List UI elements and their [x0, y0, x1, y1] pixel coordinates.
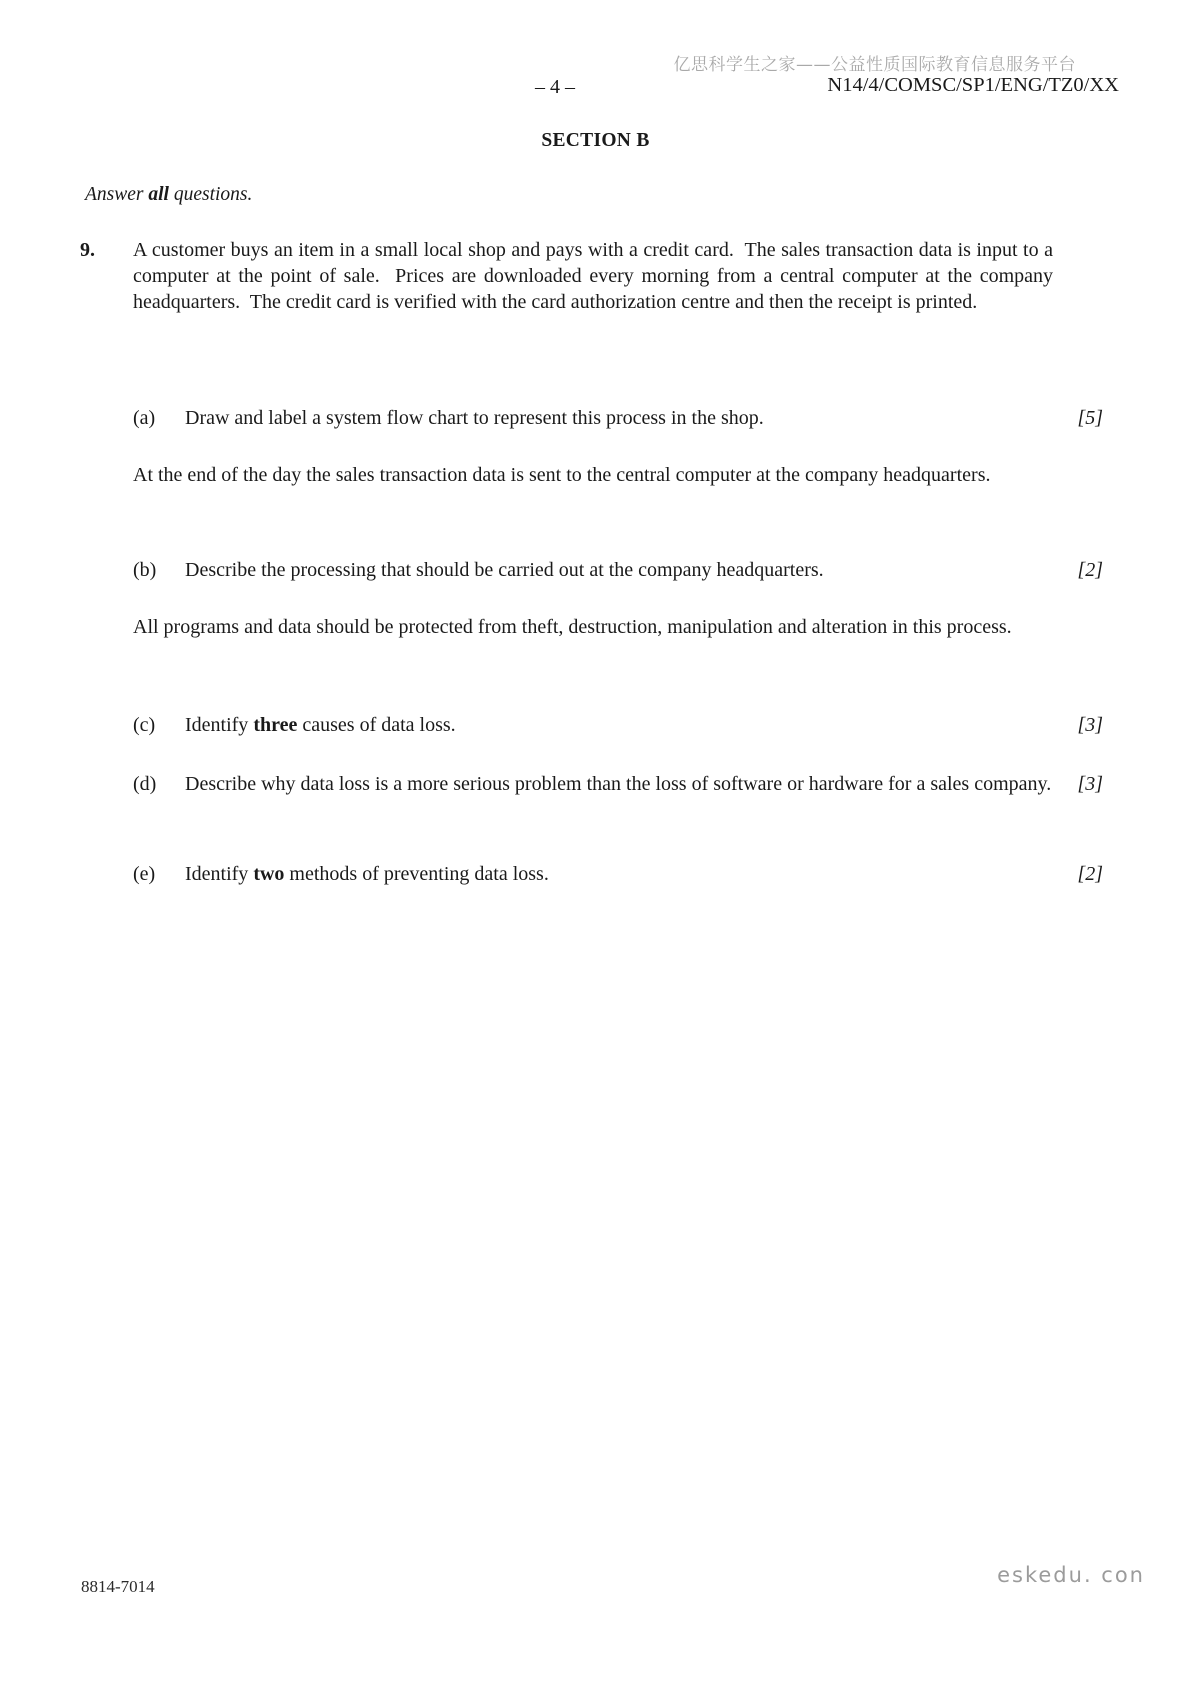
question-part-b [133, 557, 1103, 583]
part-e-marks: [2] [1077, 863, 1103, 885]
part-a-text [185, 405, 1053, 431]
paper-reference-number: 8814-7014 [81, 1577, 155, 1596]
part-e-text-pre: Identify [185, 863, 254, 885]
interlude-paragraph-2: All programs and data should be protected from theft, destruction, manipulation and alteration in this process. [133, 616, 1012, 638]
part-a-text-pre: Draw and label a system flow chart to represent this process in the shop. [185, 407, 764, 429]
part-e-label: (e) [133, 863, 156, 885]
instruction-text-pre: Answer [85, 184, 149, 205]
instruction-text-post: questions. [168, 184, 253, 205]
question-part-a [133, 405, 1103, 431]
question-9 [80, 237, 1058, 315]
part-c-text-post: causes of data loss. [297, 714, 456, 736]
part-e-text-post: methods of preventing data loss. [284, 863, 549, 885]
answer-instruction [85, 184, 252, 206]
site-watermark: eskedu. con [997, 1563, 1145, 1587]
question-part-c [133, 712, 1103, 738]
part-c-marks: [3] [1077, 714, 1103, 736]
part-e-text [185, 861, 1053, 887]
part-d-marks: [3] [1077, 773, 1103, 795]
paper-code: N14/4/COMSC/SP1/ENG/TZ0/XX [827, 74, 1119, 96]
part-a-marks: [5] [1077, 407, 1103, 429]
part-c-label: (c) [133, 714, 156, 736]
part-d-text-pre: Describe why data loss is a more serious problem than the loss of software or hardware for a sales company. [185, 773, 1052, 795]
question-intro-paragraph: A customer buys an item in a small local shop and pays with a credit card. The sales transaction data is input to a computer at the point of sale. Prices are downloaded every morning from a central computer at the company headquarters. The credit card is verified with the card authorization centre and then the receipt is printed. [133, 239, 1058, 313]
part-e-text-bold: two [253, 863, 285, 885]
question-number: 9. [80, 239, 95, 261]
part-d-label: (d) [133, 773, 157, 795]
part-c-text [185, 712, 1053, 738]
part-a-label: (a) [133, 407, 156, 429]
part-d-text [185, 771, 1053, 797]
instruction-text-bold: all [148, 184, 169, 205]
part-c-text-bold: three [253, 714, 298, 736]
part-b-text-pre: Describe the processing that should be carried out at the company headquarters. [185, 559, 824, 581]
part-b-marks: [2] [1077, 559, 1103, 581]
part-b-text [185, 557, 1053, 583]
question-part-d [133, 771, 1103, 797]
part-c-text-pre: Identify [185, 714, 254, 736]
part-b-label: (b) [133, 559, 157, 581]
header-watermark-text: 亿思科学生之家——公益性质国际教育信息服务平台 [673, 55, 1076, 75]
section-title: SECTION B [541, 130, 650, 151]
question-part-e [133, 861, 1103, 887]
interlude-paragraph-1: At the end of the day the sales transaction data is sent to the central computer at the company headquarters. [133, 464, 991, 486]
page-number: – 4 – [535, 76, 575, 98]
